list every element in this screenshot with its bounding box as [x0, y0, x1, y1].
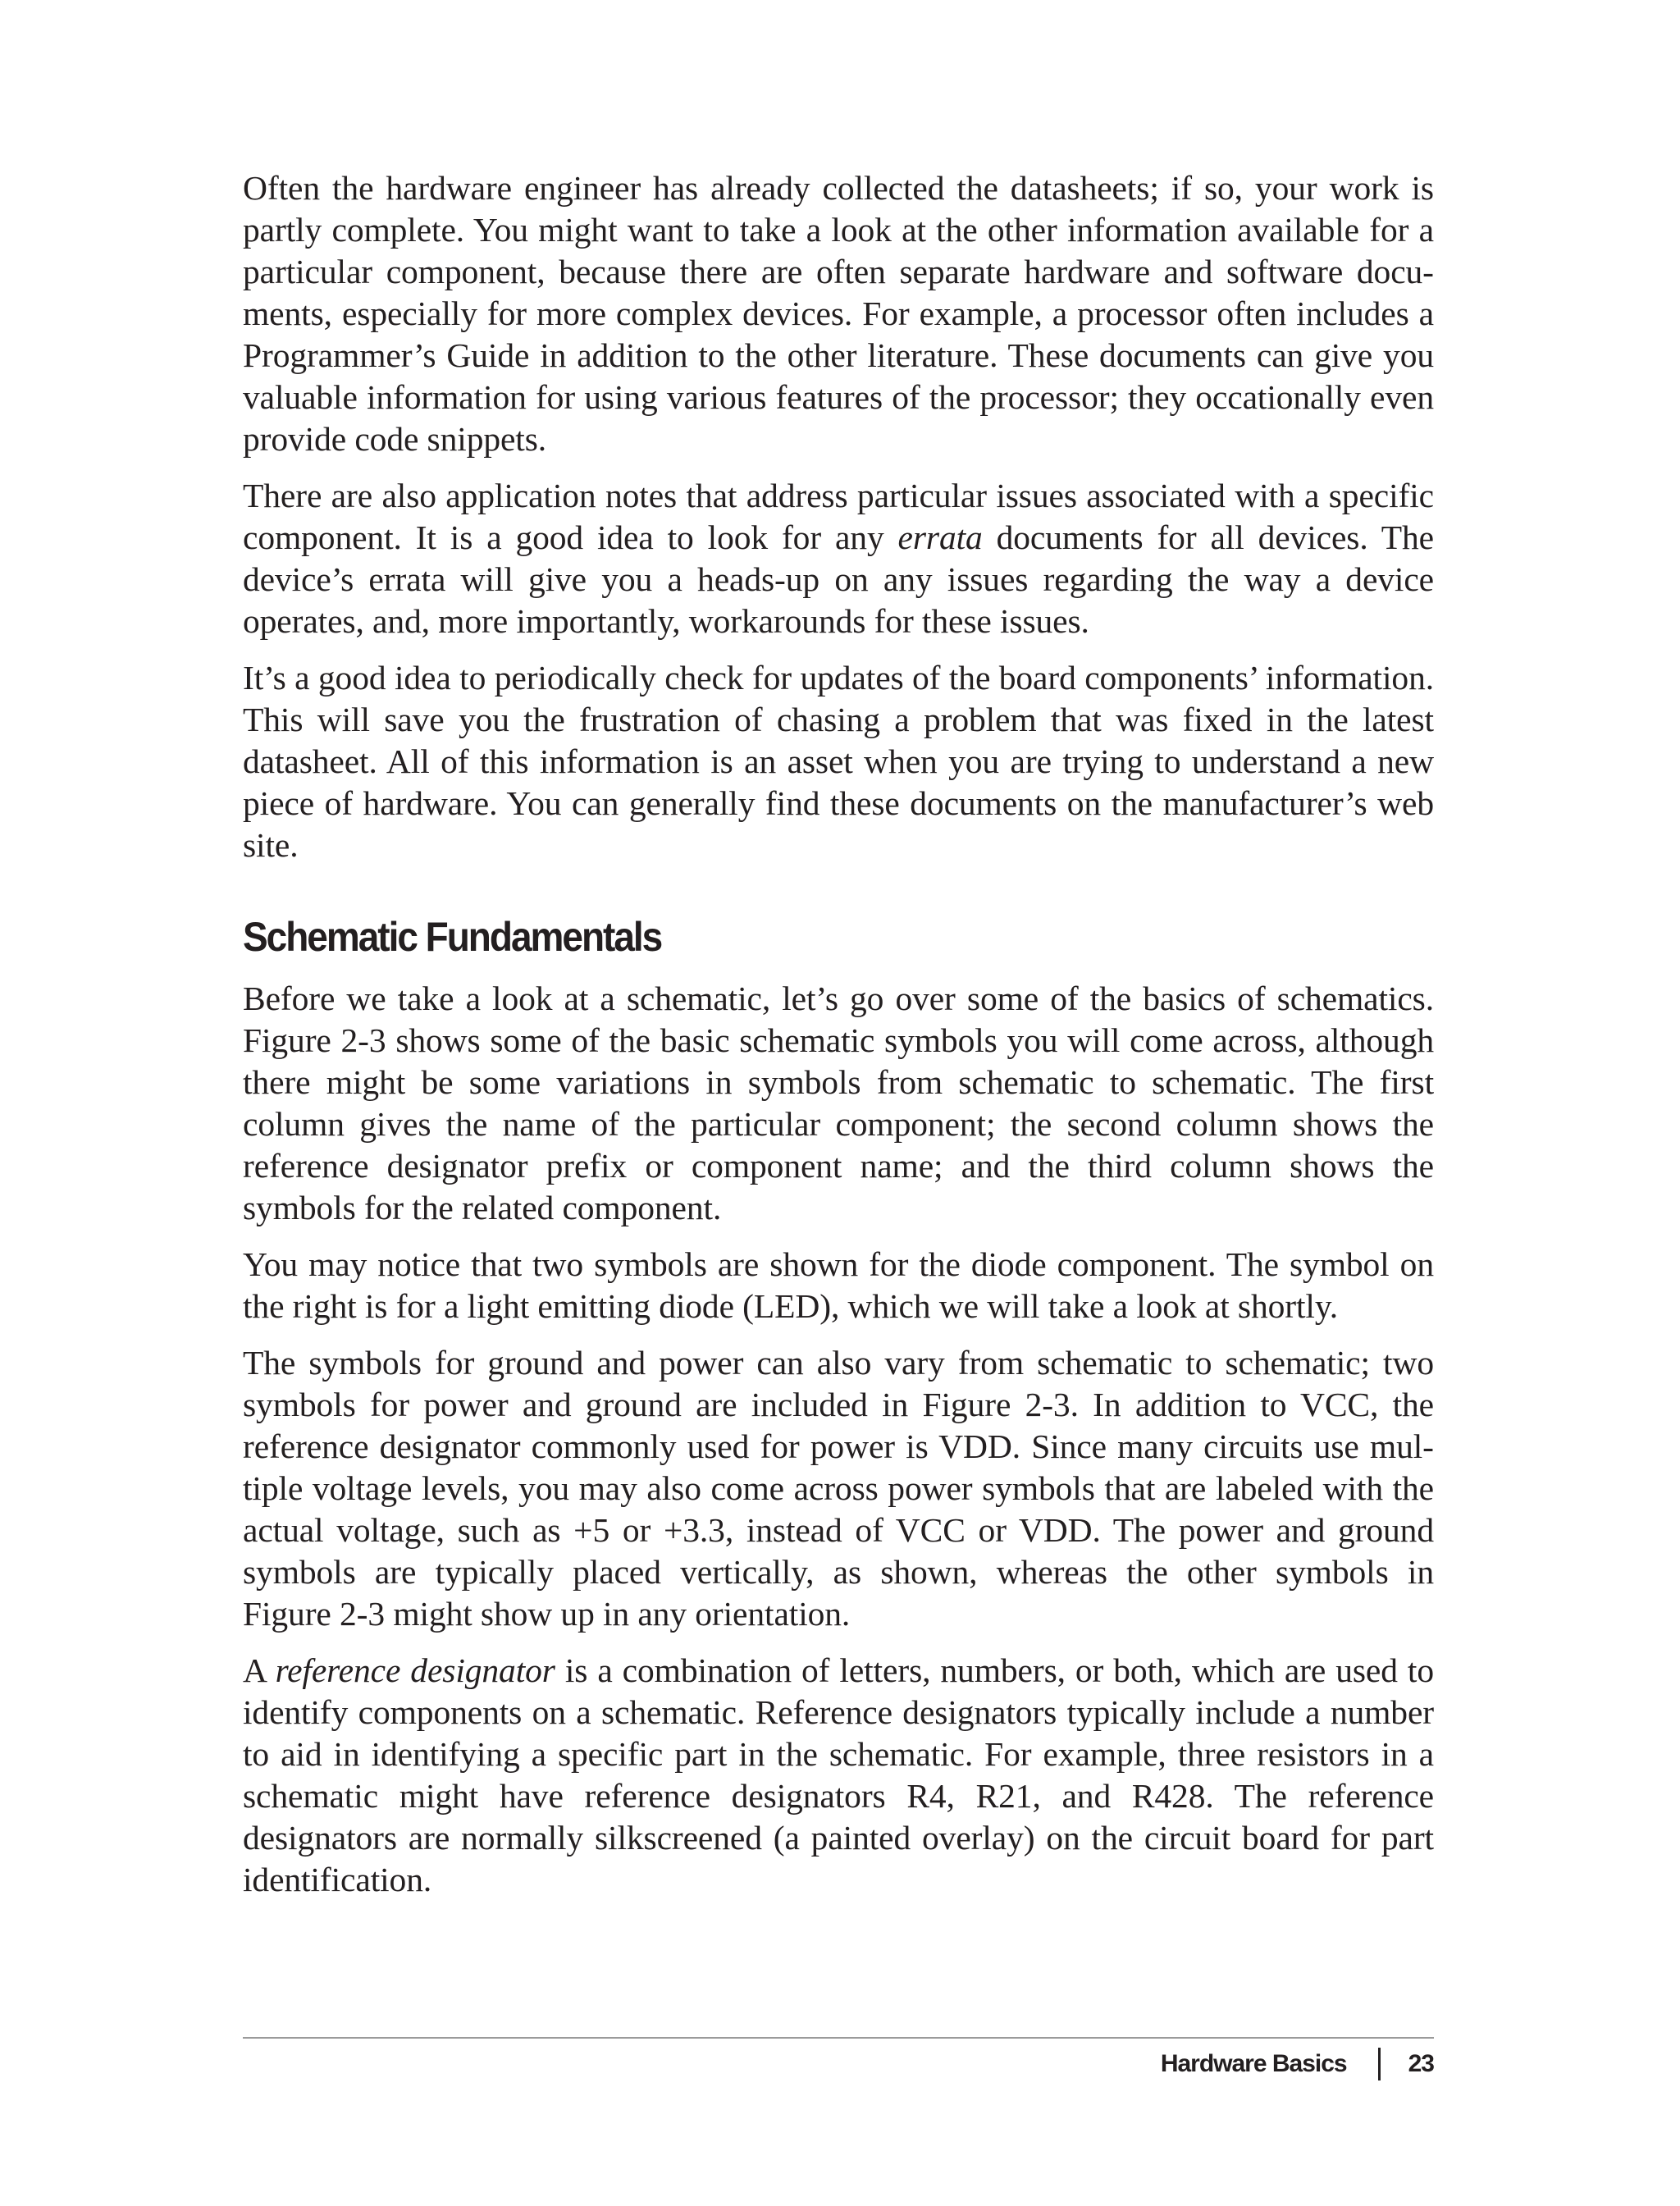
footer-separator	[1378, 2048, 1381, 2080]
page-footer	[1161, 2048, 1434, 2080]
paragraph-text: The symbols for ground and power can also vary from schematic to schematic; two symbols for power and ground are included in Figure 2-3. In addition to VCC, the reference designator commonly used for power is VDD. Since many circuits use multiple voltage levels, you may also come across power symbols that are labeled with the actual voltage, such as +5 or +3.3, instead of VCC or VDD. The power and ground symbols are typically placed vertically, as shown, whereas the other symbols in Figure 2-3 might show up in any orientation.	[243, 1344, 1434, 1633]
paragraph-text: Often the hardware engineer has already collected the datasheets; if so, your work is partly complete. You might want to take a look at the other information available for a particular component, because there are often separate hardware and software documents, especially for more complex devices. For example, a processor often includes a Programmer’s Guide in addition to the other literature. These documents can give you valuable information for using various features of the processor; they occationally even provide code snippets.	[243, 169, 1434, 458]
body-paragraph	[243, 657, 1434, 866]
page-number: 23	[1408, 2050, 1434, 2077]
paragraphs-before-heading	[243, 167, 1434, 866]
paragraph-text: documents for all devices. The device’s errata will give you a heads-up on any issues regarding the way a device operates, and, more importantly, workarounds for these issues.	[243, 518, 1434, 640]
paragraph-text: is a combination of letters, numbers, or both, which are used to identify components on a schematic. Reference designators typically include a number to aid in identifying a specific part in the schematic. For example, three resistors in a schematic might have reference designators R4, R21, and R428. The reference designators are normally silkscreened (a painted overlay) on the circuit board for part identification.	[243, 1651, 1434, 1898]
italic-term: errata	[897, 518, 983, 556]
paragraph-text: There are also application notes that address particular issues associated with a specific component. It is a good idea to look for any	[243, 477, 1434, 556]
body-paragraph	[243, 475, 1434, 642]
body-paragraph	[243, 1650, 1434, 1901]
body-paragraph	[243, 167, 1434, 460]
paragraph-text: It’s a good idea to periodically check for updates of the board components’ information. This will save you the frustration of chasing a problem that was fixed in the latest datasheet. All of this information is an asset when you are trying to understand a new piece of hardware. You can generally find these documents on the manufacturer’s web site.	[243, 659, 1434, 864]
paragraph-text: A	[243, 1651, 276, 1689]
page-body	[243, 167, 1434, 1916]
body-paragraph	[243, 1244, 1434, 1327]
footer-chapter-title: Hardware Basics	[1160, 2050, 1347, 2077]
body-paragraph	[243, 1342, 1434, 1635]
paragraph-text: You may notice that two symbols are shown for the diode component. The symbol on the right is for a light emitting diode (LED), which we will take a look at shortly.	[243, 1245, 1434, 1325]
paragraphs-after-heading	[243, 978, 1434, 1901]
italic-term: reference designator	[275, 1651, 555, 1689]
footer-divider	[243, 2037, 1434, 2039]
body-paragraph	[243, 978, 1434, 1229]
section-heading: Schematic Fundamentals	[243, 914, 662, 960]
paragraph-text: Before we take a look at a schematic, let’s go over some of the basics of schematics. Figure 2-3 shows some of the basic schematic symbols you will come across, although there might be some variations in symbols from schematic to schematic. The first column gives the name of the particular component; the second column shows the reference designator prefix or component name; and the third column shows the symbols for the related component.	[243, 980, 1434, 1226]
